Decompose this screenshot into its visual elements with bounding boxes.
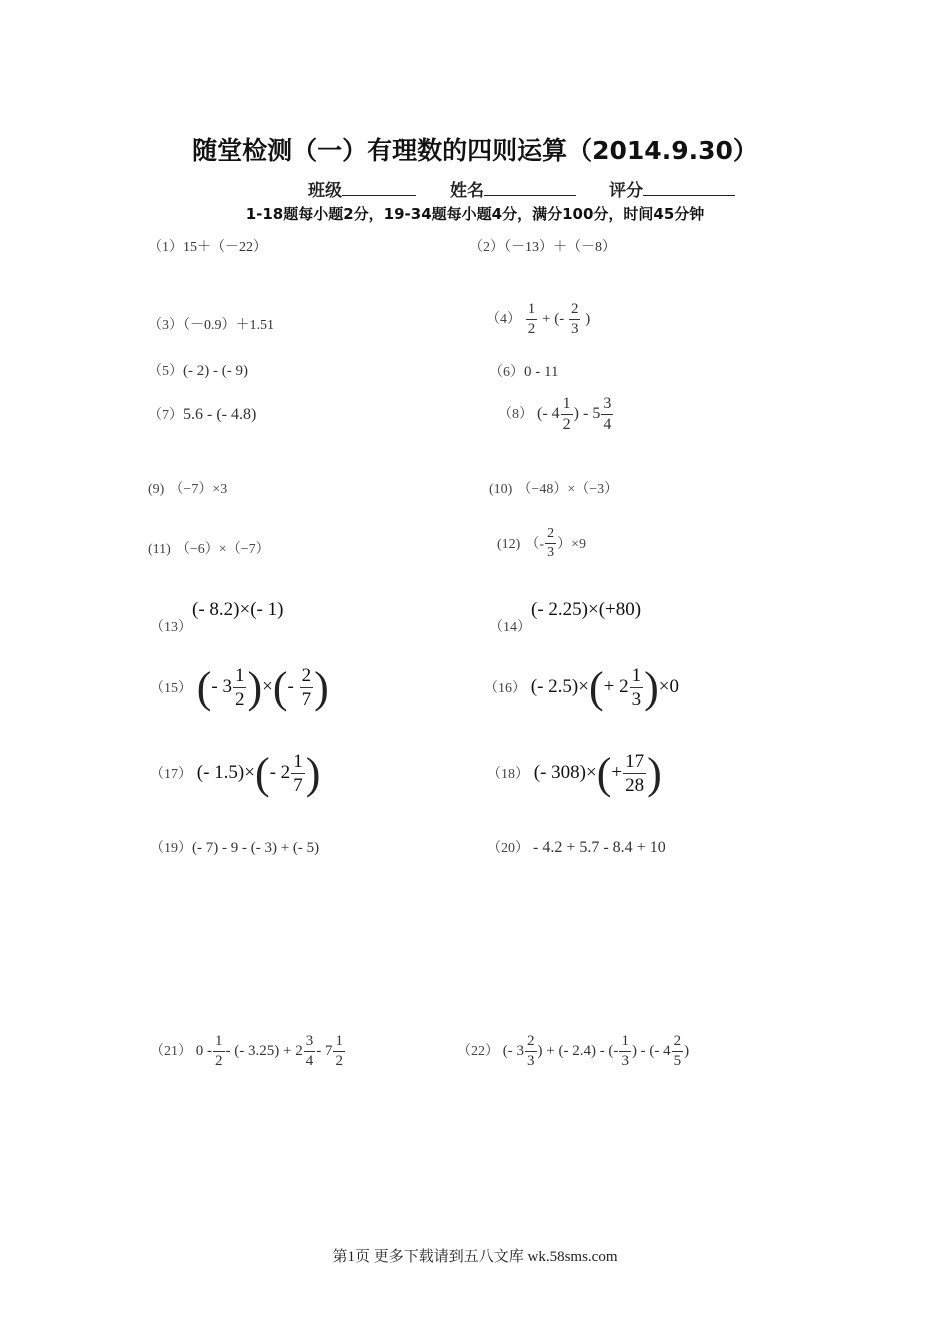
fraction: $\frac{2}{3}$ bbox=[547, 526, 555, 560]
problem-expression: （−6）×（−7） bbox=[175, 542, 270, 557]
fraction: $\frac{2}{5}$ bbox=[673, 1033, 682, 1069]
problem-expression: 5.6 - (- 4.8) bbox=[183, 406, 257, 423]
problem-5 bbox=[148, 360, 248, 380]
fraction: $\frac{2}{3}$ bbox=[527, 1033, 535, 1069]
problem-3 bbox=[148, 314, 274, 334]
problem-number: （19） bbox=[150, 841, 192, 856]
fraction: $\frac{1}{7}$ bbox=[293, 751, 303, 796]
problem-17: （17） (- 1.5)×(- 2 $\frac{1}{7}$ ) bbox=[150, 749, 321, 798]
right-paren: ) bbox=[644, 663, 659, 712]
left-paren: ( bbox=[588, 663, 604, 712]
fraction: $\frac{3}{4}$ bbox=[603, 395, 612, 433]
problem-number: (11) bbox=[148, 542, 171, 557]
right-paren: ) bbox=[314, 663, 329, 712]
problem-expression: (- 7) - 9 - (- 3) + (- 5) bbox=[192, 840, 320, 856]
left-paren: ( bbox=[596, 749, 612, 798]
fraction: $\frac{1}{3}$ bbox=[631, 665, 642, 710]
left-paren: ( bbox=[196, 663, 212, 712]
problem-number: （3） bbox=[148, 318, 183, 333]
problem-number: （4） bbox=[486, 311, 521, 327]
problem-number: （5） bbox=[148, 364, 183, 379]
problem-expression: (- 2.25)×(+80) bbox=[531, 599, 642, 620]
fraction: $\frac{3}{4}$ bbox=[305, 1033, 314, 1069]
problem-number: (10) bbox=[489, 482, 513, 497]
problem-13 bbox=[150, 599, 284, 635]
right-paren: ) bbox=[247, 663, 263, 712]
problem-19 bbox=[150, 837, 319, 857]
problem-16: （16） (- 2.5)×(+ 2 $\frac{1}{3}$ )×0 bbox=[484, 663, 679, 712]
score-field bbox=[609, 176, 735, 201]
problem-expression: （−7）×3 bbox=[169, 482, 228, 497]
problem-number: (9) bbox=[148, 482, 165, 497]
problem-expression: (- 2) - (- 9) bbox=[183, 363, 248, 379]
problem-number: （21） bbox=[150, 1043, 192, 1059]
problem-number: （18） bbox=[487, 766, 529, 782]
problem-number: （16） bbox=[484, 680, 526, 696]
right-paren: ) bbox=[647, 749, 662, 798]
problem-15: （15） (- 3 $\frac{1}{2}$ )×(- $\frac{2}{7}$ ) bbox=[150, 663, 329, 712]
problem-number: （14） bbox=[489, 620, 531, 635]
problem-expression: - 4.2 + 5.7 - 8.4 + 10 bbox=[533, 839, 666, 856]
fraction: $\frac{17}{28}$ bbox=[625, 751, 645, 796]
problem-9 bbox=[148, 478, 227, 498]
instructions-note: 1-18题每小题2分，19-34题每小题4分，满分100分，时间45分钟 bbox=[245, 205, 705, 223]
problem-8: （8） (- 4 $\frac{1}{2}$ ) - 5 $\frac{3}{4}$ bbox=[498, 395, 612, 433]
name-field bbox=[450, 176, 576, 201]
problem-18: （18） (- 308)×(+ $\frac{17}{28}$ ) bbox=[487, 749, 662, 798]
problem-number: （13） bbox=[150, 620, 192, 635]
right-paren: ) bbox=[305, 749, 321, 798]
score-blank bbox=[643, 179, 735, 196]
fraction: $\frac{1}{2}$ bbox=[527, 301, 536, 337]
problem-12: (12) （- $\frac{2}{3}$ ）×9 bbox=[497, 526, 586, 560]
fraction: $\frac{1}{2}$ bbox=[234, 665, 245, 710]
problem-number: （20） bbox=[487, 841, 529, 856]
problem-number: (12) bbox=[497, 537, 521, 552]
problem-14 bbox=[489, 599, 642, 635]
class-blank bbox=[342, 179, 416, 196]
problem-11 bbox=[148, 538, 270, 558]
name-label: 姓名 bbox=[450, 181, 484, 201]
problem-20 bbox=[487, 837, 666, 857]
score-label: 评分 bbox=[609, 181, 643, 201]
fraction: $\frac{2}{3}$ bbox=[570, 301, 579, 337]
problem-number: （22） bbox=[457, 1043, 499, 1059]
problem-expression: 15＋（－22） bbox=[183, 240, 267, 255]
problem-number: （15） bbox=[150, 680, 192, 696]
problem-7 bbox=[148, 404, 256, 424]
problem-22: （22） (- 3 $\frac{2}{3}$ ) + (- 2.4) - (- $\frac{1}{3}$ ) - (- 4 $\frac{2}{5}$ ) bbox=[457, 1033, 690, 1069]
problem-number: （6） bbox=[489, 365, 524, 380]
fraction: $\frac{1}{2}$ bbox=[562, 395, 571, 433]
problem-4: （4） $\frac{1}{2}$ + (- $\frac{2}{3}$ ) bbox=[486, 301, 591, 337]
left-paren: ( bbox=[272, 663, 288, 712]
problem-expression: （－0.9）＋1.51 bbox=[183, 318, 274, 333]
problem-expression: （－13）＋（－8） bbox=[504, 240, 616, 255]
problem-number: （7） bbox=[148, 408, 183, 423]
page-title: 随堂检测（一）有理数的四则运算（2014.9.30） bbox=[192, 136, 758, 165]
problem-number: （2） bbox=[469, 240, 504, 255]
fraction: $\frac{1}{2}$ bbox=[335, 1033, 343, 1069]
problem-number: （1） bbox=[148, 240, 183, 255]
class-field bbox=[308, 176, 416, 201]
problem-1 bbox=[148, 236, 267, 256]
problem-expression: 0 - 11 bbox=[524, 364, 559, 380]
problem-expression: （−48）×（−3） bbox=[517, 482, 619, 497]
page-footer: 第1页 更多下载请到五八文库 wk.58sms.com bbox=[332, 1249, 618, 1265]
fraction: $\frac{1}{2}$ bbox=[215, 1033, 223, 1069]
problem-10 bbox=[489, 478, 618, 498]
problem-6 bbox=[489, 361, 558, 381]
name-blank bbox=[484, 179, 576, 196]
fraction: $\frac{1}{3}$ bbox=[621, 1033, 629, 1069]
left-paren: ( bbox=[254, 749, 270, 798]
problem-2 bbox=[469, 236, 616, 256]
fraction: $\frac{2}{7}$ bbox=[301, 665, 312, 710]
problem-21: （21） 0 - $\frac{1}{2}$ - (- 3.25) + 2 $\frac{3}{4}$ - 7 $\frac{1}{2}$ bbox=[150, 1033, 343, 1069]
problem-expression: (- 8.2)×(- 1) bbox=[192, 599, 284, 620]
problem-number: （8） bbox=[498, 407, 533, 423]
class-label: 班级 bbox=[308, 181, 342, 201]
problem-number: （17） bbox=[150, 766, 192, 782]
